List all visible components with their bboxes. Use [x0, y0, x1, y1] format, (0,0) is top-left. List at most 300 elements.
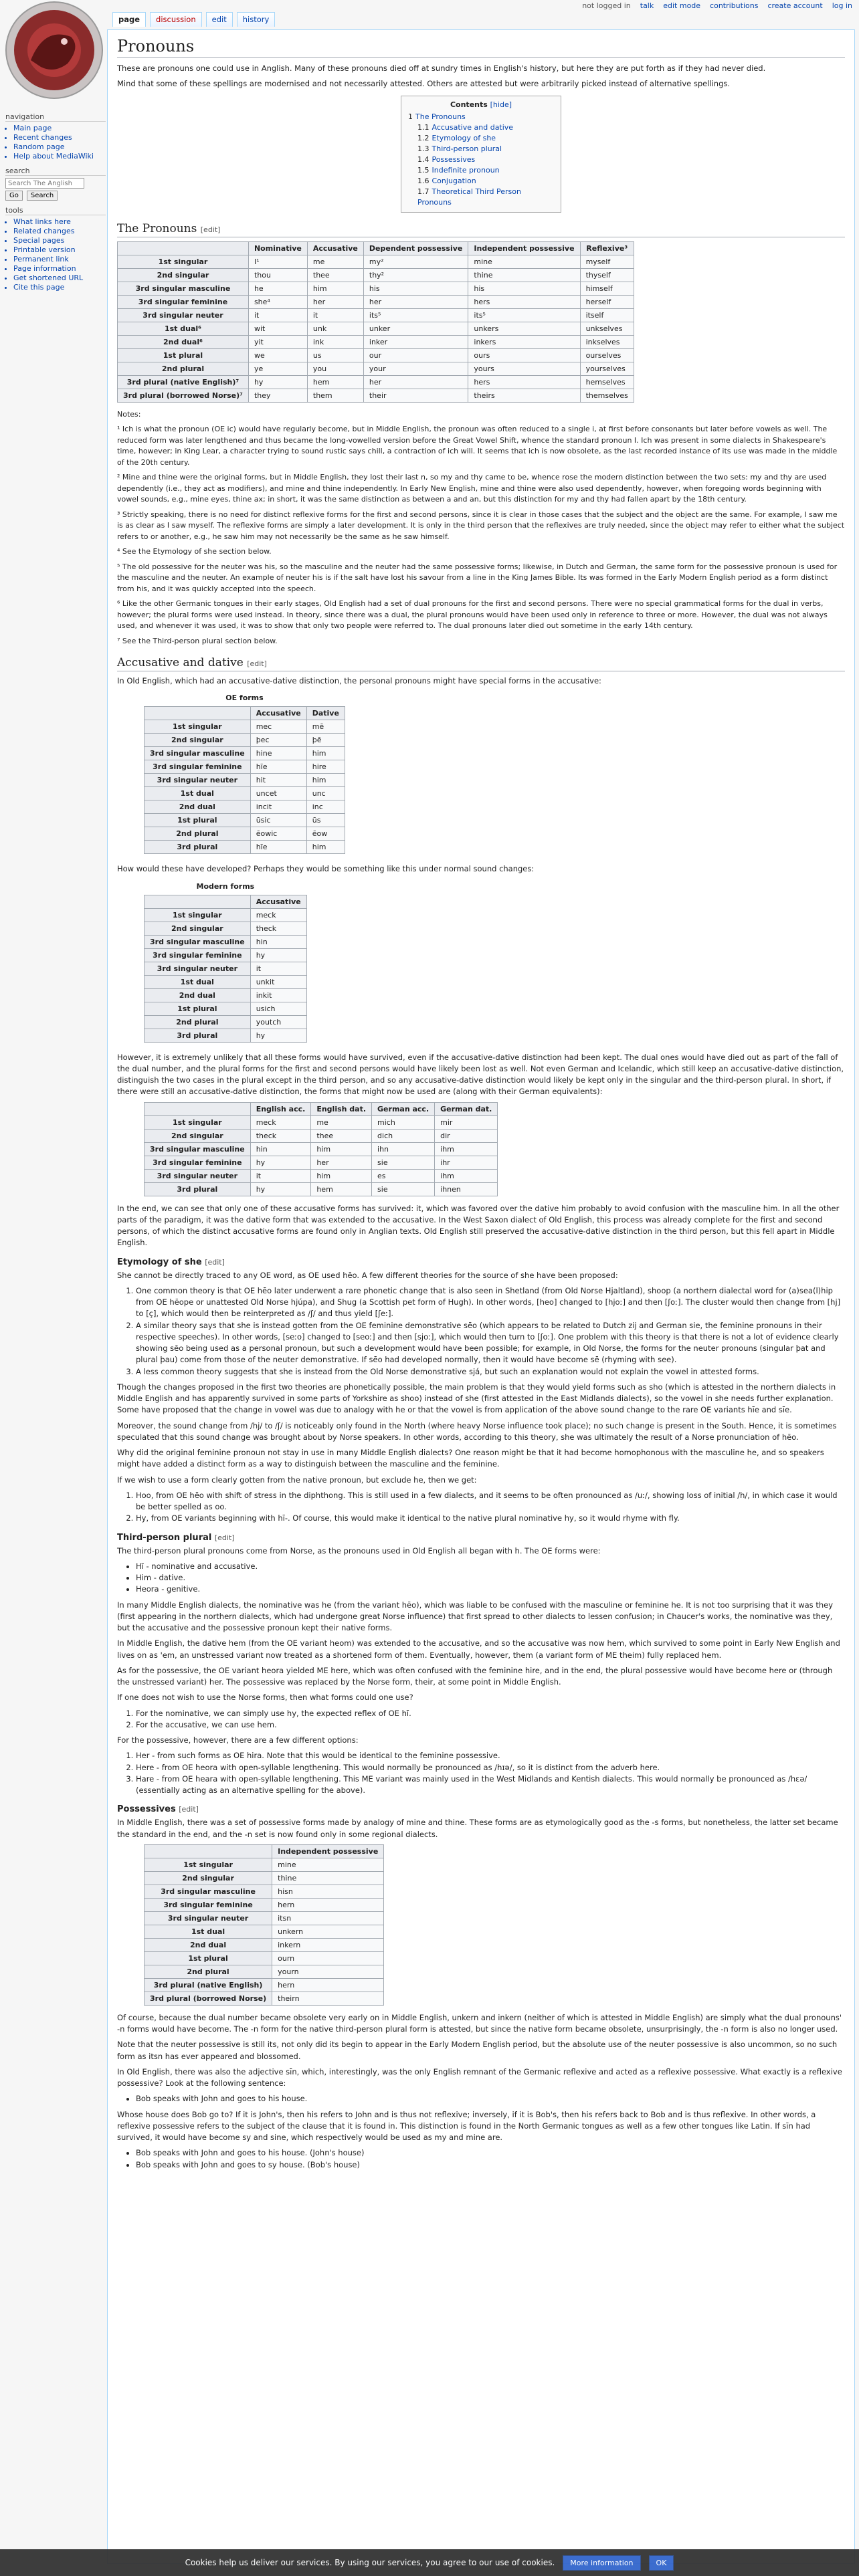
- row-header: 3rd singular masculine: [145, 747, 251, 760]
- column-header: Dependent possessive: [363, 241, 468, 255]
- list-item: 1. For the nominative, we can simply use hy, the expected reflex of OE hī.: [136, 1708, 845, 1719]
- table-cell: inker: [363, 335, 468, 348]
- pronoun-table: [117, 241, 634, 403]
- table-cell: meck: [250, 1115, 311, 1129]
- row-header: 3rd singular feminine: [145, 1156, 251, 1169]
- table-row: [145, 1911, 384, 1925]
- table-row: [145, 1871, 384, 1885]
- table-cell: hine: [250, 747, 306, 760]
- search-input[interactable]: [5, 178, 84, 189]
- table-cell: him: [311, 1169, 372, 1182]
- table-row: [145, 827, 345, 841]
- table-cell: uncet: [250, 787, 306, 800]
- table-cell: ihm: [435, 1142, 498, 1156]
- list-item: 1. One common theory is that OE hēo later underwent a rare phonetic change that is also seen in Shetland (from Old Norse Hjaltland), shoop (a northern dialectal word for (a)sea(l)hip from OE hēope or unattested Old Norse hjúpa), and Shug (a Scottish pet form of Hugh). In other words, [heo] changed to [hjoː] and then [ʃoː]. The cluster would then change from [hj] to [ç], which would then be reinterpreted as /ʃ/ and thus yield [ʃeː].: [136, 1285, 845, 1320]
- table-row: [145, 1015, 307, 1029]
- row-header: 3rd plural: [145, 1182, 251, 1196]
- search-heading: search: [5, 167, 106, 176]
- poss-paragraph: Of course, because the dual number became obsolete very early on in Middle English, unkern and inkern (neither of which is attested in Middle English) are simply what the dual pronouns' -n forms would have become. The -n form for the native third-person plural form is attested, but since the native form became obsolete, unsurprisingly, the -n form is also no longer used.: [117, 2012, 842, 2034]
- table-cell: your: [363, 362, 468, 375]
- toc-item[interactable]: [408, 176, 554, 187]
- table-cell: thee: [311, 1129, 372, 1142]
- table-row: [145, 1885, 384, 1898]
- table-cell: hy: [250, 948, 306, 962]
- edit-section-link[interactable]: [edit]: [214, 1533, 235, 1542]
- row-header: 3rd singular feminine: [145, 1898, 272, 1911]
- table-cell: his: [468, 282, 580, 295]
- table-row: [145, 1156, 498, 1169]
- tab-edit[interactable]: edit: [206, 12, 233, 27]
- table-row: [145, 1169, 498, 1182]
- table-cell: it: [250, 1169, 311, 1182]
- table-row: [145, 814, 345, 827]
- row-header: 1st singular: [145, 1115, 251, 1129]
- table-cell: unkit: [250, 975, 306, 988]
- table-cell: hern: [272, 1978, 384, 1992]
- table-row: [118, 348, 634, 362]
- toc-item[interactable]: [408, 133, 554, 144]
- site-logo[interactable]: [4, 0, 104, 100]
- table-cell: him: [306, 774, 345, 787]
- table-cell: ihr: [435, 1156, 498, 1169]
- row-header: 3rd plural: [145, 841, 251, 854]
- table-cell: hin: [250, 1142, 311, 1156]
- row-header: 1st dual: [145, 1925, 272, 1938]
- table-cell: hīe: [250, 760, 306, 774]
- row-header: 1st singular: [145, 908, 251, 922]
- table-cell: hers: [468, 295, 580, 308]
- row-header: 3rd singular feminine: [145, 760, 251, 774]
- table-row: [145, 1182, 498, 1196]
- toc-item[interactable]: [408, 154, 554, 165]
- table-cell: its⁵: [363, 308, 468, 322]
- table-cell: hit: [250, 774, 306, 787]
- column-header: Accusative: [250, 707, 306, 720]
- table-cell: unkselves: [580, 322, 634, 335]
- column-header: Independent possessive: [468, 241, 580, 255]
- table-cell: hin: [250, 935, 306, 948]
- table-row: [118, 282, 634, 295]
- table-cell: dich: [372, 1129, 435, 1142]
- sidebar-item-related-changes[interactable]: • Related changes: [13, 227, 106, 236]
- toc-label: The Pronouns: [415, 112, 466, 121]
- table-cell: ihn: [372, 1142, 435, 1156]
- column-header: Nominative: [248, 241, 307, 255]
- table-cell: usich: [250, 1002, 306, 1015]
- table-row: [145, 1978, 384, 1992]
- table-row: [145, 760, 345, 774]
- table-cell: inkern: [272, 1938, 384, 1951]
- row-header: 1st singular: [145, 720, 251, 734]
- list-item: 2. Hy, from OE variants beginning with hī-. Of course, this would make it identical to the native plural nominative hy, so it would rhyme with fly.: [136, 1513, 845, 1524]
- edit-section-link[interactable]: [edit]: [179, 1805, 199, 1814]
- table-cell: thine: [272, 1871, 384, 1885]
- table-cell: him: [306, 747, 345, 760]
- list-item: 2. Here - from OE heora with open-syllable lengthening. This would normally be pronounced as /hɪə/, so it is distinct from the adverb here.: [136, 1762, 845, 1774]
- table-cell: theirn: [272, 1992, 384, 2005]
- log-in-link[interactable]: log in: [832, 1, 852, 10]
- third-paragraph: The third-person plural pronouns come from Norse, as the pronouns used in Old English all began with h. The OE forms were:: [117, 1545, 601, 1555]
- sidebar-item-page-information[interactable]: • Page information: [13, 264, 106, 274]
- create-account-link[interactable]: create account: [767, 1, 823, 10]
- toc-hide-link[interactable]: [hide]: [490, 100, 512, 109]
- table-of-contents: [401, 96, 561, 213]
- note: ⁵ The old possessive for the neuter was his, so the masculine and the neuter had the same possessive forms; likewise, in Dutch and German, the same form for the possessive pronoun is used for the masculine and the neuter. An example of neuter his is if the salt have lost his savour from a line in the King James Bible. Its was formed in the Early Modern English period as a form distinct from his, and it was quickly accepted into the speech.: [117, 562, 838, 593]
- row-header: 2nd singular: [145, 922, 251, 935]
- table-row: [118, 295, 634, 308]
- she-paragraph: If we wish to use a form clearly gotten from the native pronoun, but exclude he, then we get:: [117, 1475, 477, 1485]
- row-header: 2nd dual: [145, 1938, 272, 1951]
- she-paragraph: Why did the original feminine pronoun not stay in use in many Middle English dialects? One reason might be that it had become homophonous with the masculine he, and so speakers might have added a distinct form as a way to distinguish between the masculine and the feminine.: [117, 1448, 824, 1469]
- table-row: [145, 935, 307, 948]
- sidebar-item-permanent-link[interactable]: • Permanent link: [13, 255, 106, 264]
- toc-number: 1.3: [417, 144, 430, 153]
- row-header: 3rd singular feminine: [145, 948, 251, 962]
- table-cell: hisn: [272, 1885, 384, 1898]
- toc-label: Accusative and dative: [432, 122, 514, 132]
- row-header: 3rd singular feminine: [118, 295, 249, 308]
- sidebar-item-shortened-url[interactable]: • Get shortened URL: [13, 274, 106, 283]
- poss-paragraph: In Old English, there was also the adjective sīn, which, interestingly, was the only English remnant of the Germanic reflexive and acted as a reflexive possessive. What exactly is a reflexive possessive? Look at the following sentence:: [117, 2066, 842, 2088]
- table-row: [145, 922, 307, 935]
- main-content: [107, 29, 855, 2564]
- table-cell: it: [248, 308, 307, 322]
- table-cell: theck: [250, 922, 306, 935]
- sidebar-item-recent-changes[interactable]: • Recent changes: [13, 133, 106, 142]
- table-cell: me: [311, 1115, 372, 1129]
- table-row: [145, 1115, 498, 1129]
- possessives-table: [144, 1844, 384, 2006]
- she-paragraph: Moreover, the sound change from /hj/ to /ʃ/ is noticeably only found in the North (where heavy Norse influence took place); no such change is present in the South. Hence, it is sometimes speculated that this sound change was brought about by Norse speakers. In other words, according to this theory, she was ultimately the result of a Norse pronunciation of hēo.: [117, 1420, 837, 1442]
- column-header: [145, 895, 251, 908]
- table-row: [145, 774, 345, 787]
- table-row: [145, 1142, 498, 1156]
- table-cell: inkselves: [580, 335, 634, 348]
- table-cell: es: [372, 1169, 435, 1182]
- sidebar-item-what-links-here[interactable]: • What links here: [13, 217, 106, 227]
- table-cell: theirs: [468, 389, 580, 402]
- table-cell: mine: [272, 1858, 384, 1871]
- acc-mid: How would these have developed? Perhaps they would be something like this under normal sound changes:: [117, 864, 535, 874]
- third-paragraph: If one does not wish to use the Norse forms, then what forms could one use?: [117, 1693, 413, 1703]
- table-cell: sie: [372, 1156, 435, 1169]
- list-item: 2. A similar theory says that she is instead gotten from the OE feminine demonstrative sēo (which appears to be related to Dutch zij and German sie, the feminine pronouns in their respective speeches). In other words, [seːo] changed to [seoː] and then [sjoː], which would then turn to [ʃoː]. One problem with this theory is that there is not a lot of evidence clearly showing sēo being used as a personal pronoun, but such a development would have been possible; for example, in Old Norse, the forms for the neuter pronouns (singular þat and plural þau) come from those of the neuter demonstrative. If sēo had developed normally, then it would have become sē (rhyming with see).: [136, 1320, 845, 1366]
- table-cell: it: [307, 308, 363, 322]
- note: ³ Strictly speaking, there is no need for distinct reflexive forms for the first and second persons, since it is clear in those cases that the subject and the object are the same. For example, I saw me is as clear as I saw myself. The reflexive forms are simply a later development. It is only in the third person that the reflexives are truly needed, since the object may refer to either what the subject refers to or another, e.g., he saw him may not necessarily be the same as he saw himself.: [117, 510, 845, 541]
- row-header: 2nd plural: [118, 362, 249, 375]
- toc-label: Conjugation: [432, 176, 476, 185]
- table-row: [145, 1992, 384, 2005]
- table-cell: mec: [250, 720, 306, 734]
- modern-table-caption: Modern forms: [196, 881, 255, 891]
- row-header: 3rd plural (borrowed Norse)⁷: [118, 389, 249, 402]
- column-header: Reflexive³: [580, 241, 634, 255]
- sidebar-item-cite[interactable]: • Cite this page: [13, 283, 106, 292]
- row-header: 3rd plural (native English): [145, 1978, 272, 1992]
- acc-paragraph: In the end, we can see that only one of these accusative forms has survived: it, which was favored over the dative him probably to avoid confusion with the masculine him. In all the other parts of the paradigm, it was the dative form that was extended to the accusative. In the West Saxon dialect of Old English, this process was already complete for the first and second persons, of which the distinct accusative forms are found only in Anglian texts. Old English still preserved the accusative-dative distinction in the third person, but this fell apart in Middle English.: [117, 1203, 840, 1248]
- table-cell: wit: [248, 322, 307, 335]
- table-cell: themselves: [580, 389, 634, 402]
- intro-paragraph: These are pronouns one could use in Anglish. Many of these pronouns died off at sundry times in English's history, but here they are put forth as if they had never died.: [117, 64, 766, 73]
- table-row: [145, 734, 345, 747]
- page-title: Pronouns: [117, 37, 845, 58]
- table-cell: youtch: [250, 1015, 306, 1029]
- column-header: Independent possessive: [272, 1844, 384, 1858]
- table-row: [145, 975, 307, 988]
- column-header: Accusative: [307, 241, 363, 255]
- poss-paragraph: Note that the neuter possessive is still its, not only did its begin to appear in the Early Modern English period, but the absolute use of the neuter possessive is also uncommon, so no such form as itsn has ever appeared and blossomed.: [117, 2040, 838, 2061]
- list-item: • Him - dative.: [136, 1572, 845, 1584]
- she-paragraph: She cannot be directly traced to any OE word, as OE used hēo. A few different theories for the source of she have been proposed:: [117, 1270, 618, 1280]
- sidebar-item-help[interactable]: • Help about MediaWiki: [13, 152, 106, 161]
- section-heading-accusative: Accusative and dative [edit]: [117, 656, 845, 671]
- table-cell: mich: [372, 1115, 435, 1129]
- table-cell: hem: [311, 1182, 372, 1196]
- list-item: • Bob speaks with John and goes to sy house. (Bob's house): [136, 2159, 845, 2171]
- toc-label: Third-person plural: [432, 144, 502, 153]
- example-list: [136, 2147, 845, 2171]
- table-row: [145, 988, 307, 1002]
- more-information-button[interactable]: More information: [563, 2555, 640, 2571]
- table-cell: ēow: [306, 827, 345, 841]
- list-item: 2. For the accusative, we can use hem.: [136, 1719, 845, 1731]
- toc-number: 1.4: [417, 154, 430, 164]
- navigation-heading: navigation: [5, 112, 106, 122]
- row-header: 3rd plural (borrowed Norse): [145, 1992, 272, 2005]
- table-cell: yourselves: [580, 362, 634, 375]
- table-cell: his: [363, 282, 468, 295]
- she-paragraph: Though the changes proposed in the first two theories are phonetically possible, the main problem is that they would yield forms such as sho (which is attested in the northern dialects in Middle English and has apparently survived in some parts of Yorkshire as shoo) instead of she (first attested in the East Midlands dialects), so the vowel in she needs further explanation. Some have proposed that the change in vowel was due to analogy with he or that the vowel is from application of the above sound change to the rare OE variants hīe and sīe.: [117, 1382, 836, 1415]
- personal-tools: [582, 1, 852, 10]
- note: ¹ Ich is what the pronoun (OE ic) would have regularly become, but in Middle English, the pronoun was often reduced to a single i, at first before consonants but later before vowels as well. The reduced form was later lengthened and thus became the long-vowelled version before the Great Vowel Shift, whence the standard pronoun I. Ich was present in some dialects in Shakespeare's time, however; in King Lear, a character trying to sound rustic says chill, a contraction of ich will. It seems that ich is now obsolete, as the last recorded instance of its use was made in the middle of the 20th century.: [117, 425, 838, 467]
- row-header: 1st plural: [118, 348, 249, 362]
- table-cell: itsn: [272, 1911, 384, 1925]
- note: ⁶ Like the other Germanic tongues in their early stages, Old English had a set of dual pronouns for the first and second persons. There were no special grammatical forms for the dual in verbs, however; the plural forms were used instead. In theory, since there was a dual, the plural pronouns would have been used only in reference to three or more. However, the dual was not always used, and whenever it was used, it was to show that only two people were referred to. The dual pronouns later died out sometime in the early 14th century.: [117, 599, 828, 630]
- edit-section-link[interactable]: [edit]: [200, 225, 221, 234]
- table-cell: ihm: [435, 1169, 498, 1182]
- toc-item[interactable]: [408, 165, 554, 176]
- table-cell: he: [248, 282, 307, 295]
- table-row: [145, 1951, 384, 1965]
- row-header: 3rd singular masculine: [145, 1142, 251, 1156]
- section-heading-pronouns: The Pronouns [edit]: [117, 222, 845, 237]
- edit-section-link[interactable]: [edit]: [205, 1257, 225, 1267]
- table-row: [118, 375, 634, 389]
- row-header: 2nd singular: [118, 268, 249, 282]
- table-cell: her: [307, 295, 363, 308]
- tab-page[interactable]: page: [112, 12, 146, 27]
- table-row: [145, 747, 345, 760]
- contributions-link[interactable]: contributions: [710, 1, 759, 10]
- tab-discussion[interactable]: discussion: [150, 12, 202, 27]
- sidebar-item-special-pages[interactable]: • Special pages: [13, 236, 106, 245]
- sidebar: [5, 107, 106, 296]
- table-cell: theck: [250, 1129, 311, 1142]
- table-cell: yourn: [272, 1965, 384, 1978]
- column-header: Accusative: [250, 895, 306, 908]
- table-cell: they: [248, 389, 307, 402]
- talk-link[interactable]: talk: [640, 1, 654, 10]
- row-header: 3rd singular masculine: [145, 935, 251, 948]
- table-cell: mine: [468, 255, 580, 268]
- row-header: 2nd singular: [145, 1871, 272, 1885]
- table-row: [118, 322, 634, 335]
- notes-label: Notes:: [117, 409, 141, 419]
- row-header: 1st dual: [145, 975, 251, 988]
- table-cell: inkers: [468, 335, 580, 348]
- table-cell: her: [363, 295, 468, 308]
- table-cell: itself: [580, 308, 634, 322]
- toc-number: 1.1: [417, 122, 430, 132]
- toc-label: Possessives: [432, 154, 476, 164]
- table-row: [145, 1029, 307, 1042]
- toc-item[interactable]: [408, 122, 554, 133]
- acc-paragraph: However, it is extremely unlikely that all these forms would have survived, even if the accusative-dative distinction had been kept. The dual ones would have died out as part of the fall of the dual number, and the plural forms for the first and second persons would have likely been lost as well. Not even German and Icelandic, which still keep an accusative-dative distinction, distinguish the two cases in the plural except in the third person, and so any accusative-dative distinction would likely be kept only in the singular and the third-person plural. In short, if there were still an accusative-dative distinction, the forms that might now be used are (along with their German equivalents):: [117, 1052, 844, 1097]
- native-forms-list: [136, 1708, 845, 1731]
- table-cell: herself: [580, 295, 634, 308]
- table-cell: hemselves: [580, 375, 634, 389]
- row-header: 1st plural: [145, 1002, 251, 1015]
- table-cell: mē: [306, 720, 345, 734]
- cookie-banner: [0, 2549, 859, 2576]
- oe-forms-list: [136, 1561, 845, 1596]
- column-header: [145, 707, 251, 720]
- table-row: [145, 1002, 307, 1015]
- table-row: [145, 1898, 384, 1911]
- poss-paragraph: In Middle English, there was a set of possessive forms made by analogy of mine and thine. These forms are as etymologically good as the -s forms, but nonetheless, the latter set became the standard in the end, and the -n set is now found only in some regional dialects.: [117, 1818, 838, 1839]
- table-cell: thee: [307, 268, 363, 282]
- row-header: 1st singular: [118, 255, 249, 268]
- she-options-list: [136, 1490, 845, 1525]
- table-cell: me: [307, 255, 363, 268]
- table-row: [145, 1938, 384, 1951]
- table-cell: thou: [248, 268, 307, 282]
- sidebar-item-printable-version[interactable]: • Printable version: [13, 245, 106, 255]
- table-cell: hem: [307, 375, 363, 389]
- edit-mode-link[interactable]: edit mode: [663, 1, 701, 10]
- toc-item[interactable]: [408, 144, 554, 154]
- table-cell: hy: [250, 1156, 311, 1169]
- toc-number: 1.2: [417, 133, 430, 142]
- table-row: [145, 1858, 384, 1871]
- ok-button[interactable]: OK: [649, 2555, 674, 2571]
- table-cell: thyself: [580, 268, 634, 282]
- table-row: [118, 335, 634, 348]
- row-header: 2nd singular: [145, 734, 251, 747]
- table-cell: ourselves: [580, 348, 634, 362]
- table-cell: myself: [580, 255, 634, 268]
- table-cell: him: [311, 1142, 372, 1156]
- list-item: 1. Hoo, from OE hēo with shift of stress in the diphthong. This is still used in a few dialects, and it seems to be often pronounced as /uː/, showing loss of initial /h/, in which case it would be better spelled as oo.: [136, 1490, 845, 1513]
- table-cell: their: [363, 389, 468, 402]
- table-cell: unkern: [272, 1925, 384, 1938]
- tools-heading: tools: [5, 206, 106, 215]
- row-header: 3rd plural: [145, 1029, 251, 1042]
- not-logged-in-label: not logged in: [582, 1, 631, 10]
- list-item: 3. Hare - from OE heara with open-syllable lengthening. This ME variant was mainly used in the West Midlands and Kentish dialects. This would normally be pronounced as /hɛə/ (essentially acting as an alternative spelling for the above).: [136, 1774, 845, 1797]
- toc-number: 1: [408, 112, 413, 121]
- table-cell: thy²: [363, 268, 468, 282]
- table-cell: her: [363, 375, 468, 389]
- row-header: 2nd dual⁶: [118, 335, 249, 348]
- sidebar-item-random-page[interactable]: • Random page: [13, 142, 106, 152]
- table-cell: her: [311, 1156, 372, 1169]
- table-cell: meck: [250, 908, 306, 922]
- she-theories-list: [136, 1285, 845, 1378]
- section-heading-possessives: Possessives [edit]: [117, 1804, 199, 1815]
- table-cell: unkers: [468, 322, 580, 335]
- table-cell: hy: [250, 1029, 306, 1042]
- go-button[interactable]: Go: [5, 191, 23, 201]
- row-header: 2nd plural: [145, 1965, 272, 1978]
- table-cell: hers: [468, 375, 580, 389]
- row-header: 3rd singular neuter: [118, 308, 249, 322]
- search-button[interactable]: Search: [27, 191, 58, 201]
- table-cell: my²: [363, 255, 468, 268]
- row-header: 2nd plural: [145, 1015, 251, 1029]
- table-row: [145, 1925, 384, 1938]
- column-header: German acc.: [372, 1102, 435, 1115]
- table-cell: we: [248, 348, 307, 362]
- list-item: 1. Her - from such forms as OE hira. Note that this would be identical to the feminine possessive.: [136, 1750, 845, 1761]
- note: ⁴ See the Etymology of she section below.: [117, 547, 272, 556]
- table-row: [145, 1129, 498, 1142]
- table-row: [145, 908, 307, 922]
- table-cell: its⁵: [468, 308, 580, 322]
- table-cell: þec: [250, 734, 306, 747]
- table-row: [145, 962, 307, 975]
- row-header: 3rd singular neuter: [145, 1169, 251, 1182]
- third-paragraph: In Middle English, the dative hem (from the OE variant heom) was extended to the accusative, and so the accusative was now hem, which survived to some point in Early New English and lives on as 'em, an unstressed variant now treated as a shortened form of them. Eventually, however, them (a variant form of ME theim) fully replaced hem.: [117, 1638, 840, 1660]
- table-cell: himself: [580, 282, 634, 295]
- table-cell: him: [307, 282, 363, 295]
- row-header: 3rd singular neuter: [145, 1911, 272, 1925]
- toc-label: Indefinite pronoun: [432, 165, 500, 175]
- row-header: 1st plural: [145, 1951, 272, 1965]
- note: ² Mine and thine were the original forms, but in Middle English, they lost their last n, so my and thy came to be, whence rose the modern distinction between the two sets: my and thy are used dependently (i.e., they act as modifiers), and mine and thine independently. In Early New English, mine and thine were also used dependently, however, when foregoing words beginning with vowel sounds, e.g., mine eyes, thine ax; in short, it was the same distinction as between a and an, but this distinction for my and thy had fallen apart by the 18th century.: [117, 473, 827, 504]
- toc-item[interactable]: [408, 187, 554, 208]
- table-cell: it: [250, 962, 306, 975]
- toc-item[interactable]: [408, 112, 554, 122]
- table-row: [145, 787, 345, 800]
- edit-section-link[interactable]: [edit]: [247, 659, 267, 668]
- third-paragraph: In many Middle English dialects, the nominative was he (from the variant hēo), which was liable to be confused with the masculine or feminine he. It is not too surprising that it was they (first appearing in the northern dialects, which had undergone great Norse influence) that first spread to other dialects to lessen confusion; in Chaucer's works, the nominative was they, but the accusative and the possessive pronoun kept their native forms.: [117, 1600, 834, 1632]
- table-cell: sie: [372, 1182, 435, 1196]
- list-item: • Bob speaks with John and goes to his house. (John's house): [136, 2147, 845, 2159]
- table-cell: ihnen: [435, 1182, 498, 1196]
- list-item: • Bob speaks with John and goes to his house.: [136, 2093, 845, 2105]
- table-row: [145, 948, 307, 962]
- example-list: [136, 2093, 845, 2105]
- row-header: 2nd dual: [145, 800, 251, 814]
- row-header: 3rd singular neuter: [145, 774, 251, 787]
- table-cell: hy: [250, 1182, 311, 1196]
- section-heading-she: Etymology of she [edit]: [117, 1257, 225, 1267]
- table-cell: us: [307, 348, 363, 362]
- table-cell: incit: [250, 800, 306, 814]
- row-header: 3rd singular masculine: [118, 282, 249, 295]
- column-header: German dat.: [435, 1102, 498, 1115]
- column-header: [145, 1844, 272, 1858]
- row-header: 2nd dual: [145, 988, 251, 1002]
- table-row: [118, 255, 634, 268]
- sidebar-item-main-page[interactable]: • Main page: [13, 124, 106, 133]
- tab-history[interactable]: history: [237, 12, 276, 27]
- cookie-text: Cookies help us deliver our services. By using our services, you agree to our use of cookies.: [185, 2558, 555, 2567]
- comparison-table: [144, 1102, 498, 1196]
- table-cell: yit: [248, 335, 307, 348]
- table-cell: unk: [307, 322, 363, 335]
